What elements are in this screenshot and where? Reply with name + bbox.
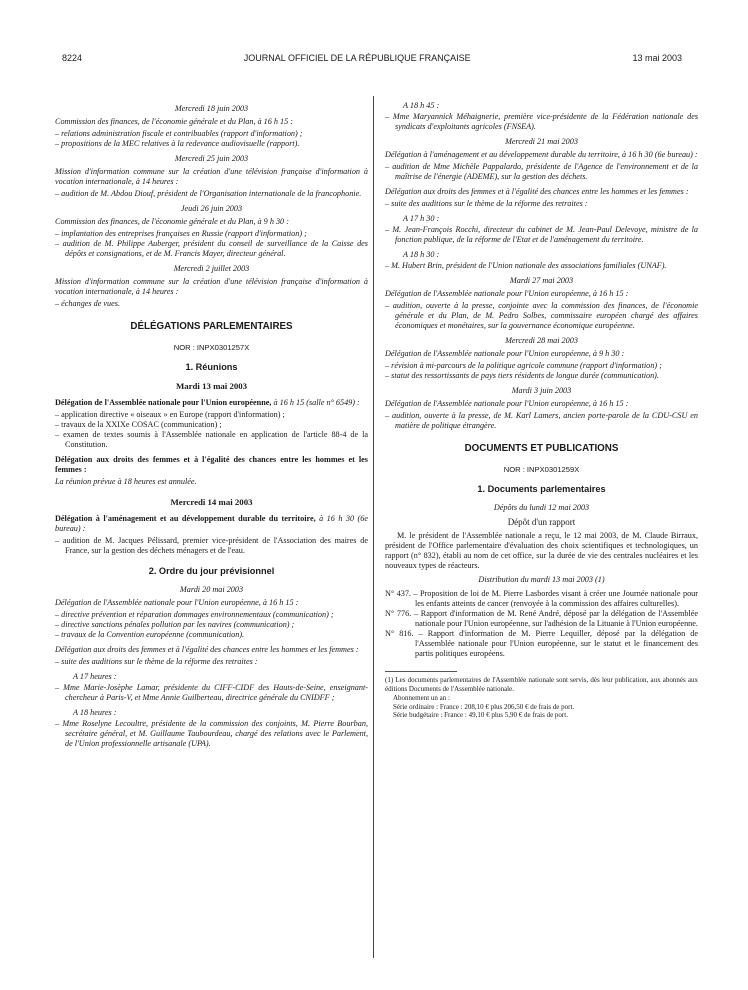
agenda-item: – audition, ouverte à la presse, de M. Karl Lamers, ancien porte-parole de la CDU-CSU en matière de politique étrangère. [385, 411, 698, 431]
agenda-item: – audition de M. Jacques Pélissard, premier vice-président de l'Association des maires de France, sur la gestion des déchets ménagers et de l'eau. [55, 536, 368, 556]
agenda-item: – audition, ouverte à la presse, conjointe avec la commission des finances, de l'économie générale et du Plan, de M. Pedro Solbes, commissaire européen chargé des affaires économiques et monétaires, sur la gouvernance économique européenne. [385, 301, 698, 331]
right-column [385, 100, 698, 720]
hour-label: A 17 heures : [73, 672, 117, 682]
subsection-title: 2. Ordre du jour prévisionnel [148, 565, 275, 576]
agenda-item: – examen de textes soumis à l'Assemblée nationale en application de l'article 88-4 de la Constitution. [55, 430, 368, 450]
cancellation-note: La réunion prévue à 18 heures est annulée. [55, 477, 197, 487]
agenda-item: – propositions de la MEC relatives à la redevance audiovisuelle (rapport). [55, 139, 368, 149]
agenda-heading: Commission des finances, de l'économie générale et du Plan, à 9 h 30 : [55, 217, 289, 226]
agenda-heading: Délégation aux droits des femmes et à l'égalité des chances entre les hommes et les femmes : [385, 187, 689, 196]
hour-label: A 18 h 45 : [403, 101, 440, 110]
agenda-item: – suite des auditions sur le thème de la réforme des retraites : [55, 657, 368, 667]
agenda-item: – travaux de la XXIXe COSAC (communication) ; [55, 420, 368, 430]
agenda-list [385, 112, 698, 132]
date-heading: Mercredi 18 juin 2003 [174, 104, 249, 113]
hour-label: A 17 h 30 : [403, 214, 440, 223]
left-column [55, 100, 368, 754]
agenda-heading: Délégation de l'Assemblée nationale pour l'Union européenne, à 16 h 15 : [385, 289, 629, 298]
agenda-item: – suite des auditions sur le thème de la réforme des retraites : [385, 199, 698, 209]
agenda-item: – directive sanctions pénales pollution par les navires (communication) ; [55, 620, 368, 630]
date-heading: Mercredi 2 juillet 2003 [173, 264, 250, 273]
agenda-item: – Mme Maryannick Méhaignerie, première vice-présidente de la Fédération nationale des syndicats d'exploitants agricoles (FNSEA). [385, 112, 698, 132]
delegation-name: Délégation aux droits des femmes et à l'égalité des chances entre les hommes et les femmes : [55, 455, 368, 475]
agenda-list [55, 410, 368, 450]
document-entry: N° 437. – Proposition de loi de M. Pierre Lasbordes visant à créer une Journée nationale pour les enfants atteints de cancer (renvoyée à la commission des affaires culturelles). [385, 589, 698, 609]
agenda-heading [55, 398, 368, 408]
delegation-name: Délégation à l'aménagement et au développement durable du territoire, [55, 513, 316, 523]
date-heading: Jeudi 26 juin 2003 [180, 204, 243, 213]
agenda-list [55, 129, 368, 149]
agenda-heading: Mission d'information commune sur la création d'une télévision française d'information à vocation internationale, à 14 heures : [55, 167, 368, 186]
agenda-item: – statut des ressortissants de pays tiers résidents de longue durée (communication). [385, 371, 698, 381]
footnote [385, 676, 698, 720]
agenda-item: – révision à mi-parcours de la politique agricole commune (rapport d'information) ; [385, 361, 698, 371]
meeting-time: à 16 h 30 (6e bureau) : [55, 513, 368, 533]
agenda-list [385, 301, 698, 331]
section-title: DÉLÉGATIONS PARLEMENTAIRES [130, 321, 293, 332]
agenda-item: – Mme Marie-Josèphe Lamar, présidente du CIFF-CIDF des Hauts-de-Seine, enseignant-chercheur à Paris-V, et Mme Annie Guilberteau, directrice générale du CNIDFF ; [55, 683, 368, 703]
page-number: 8224 [62, 53, 83, 63]
agenda-list [55, 189, 368, 199]
date-heading: Dépôts du lundi 12 mai 2003 [493, 503, 590, 513]
subsection-title: 1. Documents parlementaires [477, 484, 606, 495]
date-heading: Mercredi 25 juin 2003 [174, 154, 249, 163]
nor-reference: NOR : INPX0301259X [503, 464, 580, 474]
agenda-list [385, 411, 698, 431]
agenda-list [55, 536, 368, 556]
agenda-item: – audition de M. Abdou Diouf, président de l'Organisation internationale de la francophonie. [55, 189, 368, 199]
footnote-text: (1) Les documents parlementaires de l'Assemblée nationale sont servis, dès leur publication, aux abonnés aux éditions Documents de l'Assemblée nationale. [385, 676, 698, 694]
agenda-heading: Mission d'information commune sur la création d'une télévision française d'information à vocation internationale, à 14 heures : [55, 277, 368, 296]
footnote-text: Abonnement un an : [393, 693, 450, 702]
footnote-text: Série ordinaire : France : 208,10 € plus 206,50 € de frais de port. [393, 702, 575, 711]
footnote-rule [385, 671, 457, 672]
agenda-list [385, 199, 698, 209]
agenda-heading: Délégation de l'Assemblée nationale pour l'Union européenne, à 9 h 30 : [385, 349, 625, 358]
agenda-heading: Commission des finances, de l'économie générale et du Plan, à 16 h 15 : [55, 117, 294, 126]
journal-title: JOURNAL OFFICIEL DE LA RÉPUBLIQUE FRANÇAISE [243, 53, 471, 63]
agenda-list [55, 719, 368, 749]
agenda-list [385, 162, 698, 182]
date-heading: Mercredi 28 mai 2003 [505, 336, 578, 345]
date-heading: Mardi 13 mai 2003 [175, 381, 248, 392]
date-heading: Mardi 3 juin 2003 [511, 386, 572, 395]
agenda-item: – implantation des entreprises françaises en Russie (rapport d'information) ; [55, 229, 368, 239]
agenda-heading: Délégation de l'Assemblée nationale pour l'Union européenne, à 16 h 15 : [385, 399, 629, 408]
agenda-list [55, 610, 368, 640]
agenda-heading: Délégation à l'aménagement et au développement durable du territoire, à 16 h 30 (6e bureau) : [385, 150, 698, 159]
meeting-time: à 16 h 15 (salle n° 6549) : [271, 398, 360, 408]
agenda-list [55, 229, 368, 259]
date-heading: Mercredi 21 mai 2003 [505, 137, 578, 146]
agenda-list [55, 683, 368, 703]
agenda-list [385, 361, 698, 381]
agenda-item: – audition de M. Philippe Auberger, président du conseil de surveillance de la Caisse des dépôts et consignations, et de M. Francis Mayer, directeur général. [55, 239, 368, 259]
agenda-item: – M. Hubert Brin, président de l'Union nationale des associations familiales (UNAF). [385, 261, 698, 271]
delegation-name: Délégation de l'Assemblée nationale pour l'Union européenne, [55, 398, 272, 408]
date-heading: Mardi 20 mai 2003 [179, 585, 244, 595]
agenda-item: – audition de Mme Michèle Pappalardo, présidente de l'Agence de l'environnement et de la maîtrise de l'énergie (ADEME), sur la gestion des déchets. [385, 162, 698, 182]
column-divider [373, 96, 374, 958]
agenda-list [55, 657, 368, 667]
footnote-text: Série budgétaire : France : 49,10 € plus 5,90 € de frais de port. [393, 711, 568, 720]
distribution-heading: Distribution du mardi 13 mai 2003 (1) [478, 575, 605, 585]
subsection-title: 1. Réunions [185, 362, 238, 373]
agenda-item: – M. Jean-François Rocchi, directeur du cabinet de M. Jean-Paul Delevoye, ministre de la fonction publique, de la réforme de l'Etat et de l'aménagement du territoire. [385, 225, 698, 245]
date-heading: Mardi 27 mai 2003 [509, 276, 574, 285]
date-heading: Mercredi 14 mai 2003 [170, 497, 253, 508]
issue-date: 13 mai 2003 [632, 53, 682, 63]
agenda-list [385, 225, 698, 245]
agenda-item: – travaux de la Convention européenne (communication). [55, 630, 368, 640]
agenda-list [385, 261, 698, 271]
page-header [62, 53, 682, 63]
agenda-item: – relations administration fiscale et contribuables (rapport d'information) ; [55, 129, 368, 139]
hour-label: A 18 h 30 : [403, 250, 440, 259]
agenda-item: – application directive « oiseaux » en Europe (rapport d'information) ; [55, 410, 368, 420]
agenda-item: – échanges de vues. [55, 299, 368, 309]
section-title: DOCUMENTS ET PUBLICATIONS [464, 443, 619, 454]
hour-label: A 18 heures : [73, 708, 117, 718]
report-paragraph: M. le président de l'Assemblée nationale a reçu, le 12 mai 2003, de M. Claude Birraux, président de l'Office parlementaire d'évaluation des choix scientifiques et technologiques, un rapport (n° 832), établi au nom de cet office, sur la durée de vie des centrales nucléaires et les nouveaux types de réacteurs. [385, 531, 698, 571]
agenda-heading [55, 514, 368, 534]
agenda-heading: Délégation aux droits des femmes et à l'égalité des chances entre les hommes et les femmes : [55, 645, 359, 655]
document-list [385, 589, 698, 659]
document-entry: N° 776. – Rapport d'information de M. René André, déposé par la délégation de l'Assemblée nationale pour l'Union européenne, sur l'adhésion de la Lituanie à l'Union européenne. [385, 609, 698, 629]
deposit-heading: Dépôt d'un rapport [507, 517, 576, 528]
document-entry: N° 816. – Rapport d'information de M. Pierre Lequiller, déposé par la délégation de l'Assemblée nationale pour l'Union européenne, sur le statut et le financement des partis politiques européens. [385, 629, 698, 659]
agenda-item: – Mme Roselyne Lecoultre, présidente de la commission des conjoints, M. Pierre Bourban, secrétaire général, et M. Guillaume Taubourdeau, chargé des relations avec le Parlement, de l'Union professionnelle artisanale (UPA). [55, 719, 368, 749]
agenda-heading: Délégation de l'Assemblée nationale pour l'Union européenne, à 16 h 15 : [55, 598, 299, 608]
agenda-item: – directive prévention et réparation dommages environnementaux (communication) ; [55, 610, 368, 620]
agenda-list [55, 299, 368, 309]
nor-reference: NOR : INPX0301257X [173, 342, 250, 352]
